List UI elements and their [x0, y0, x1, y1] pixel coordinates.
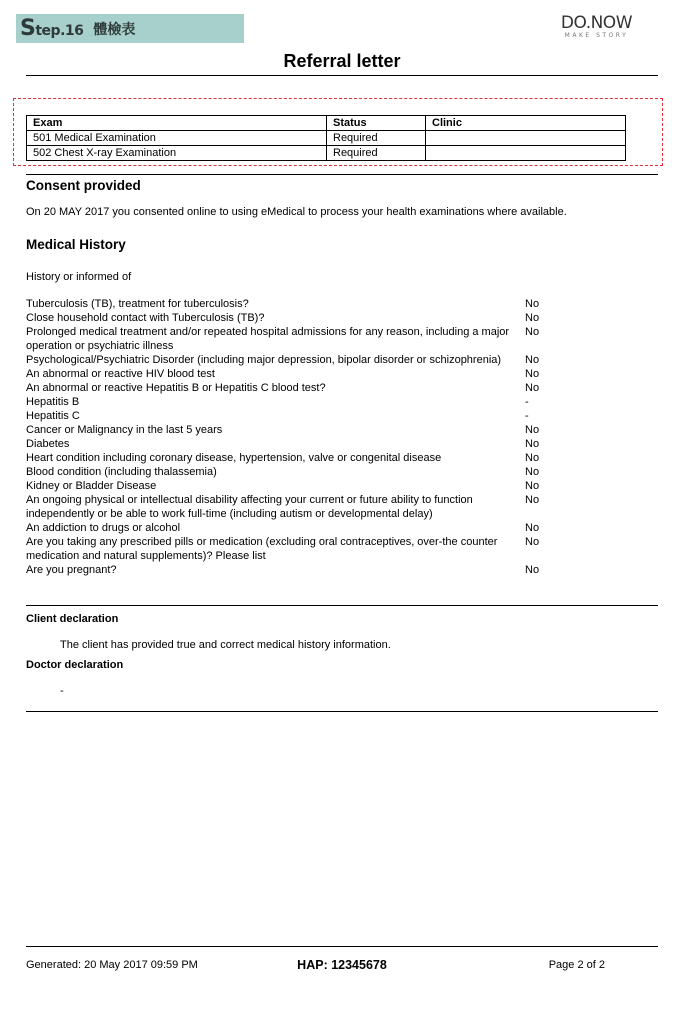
- history-answer: No: [525, 466, 540, 478]
- doctor-declaration-text: -: [60, 685, 64, 697]
- list-item: [26, 535, 586, 563]
- list-item: [26, 395, 586, 409]
- brand-logo: [561, 14, 632, 40]
- history-answer: No: [525, 354, 540, 366]
- table-row: [27, 131, 626, 146]
- medical-history-heading: Medical History: [26, 237, 126, 252]
- brand-name: DO.NOW: [560, 13, 632, 33]
- history-answer: No: [525, 522, 540, 534]
- history-question: An ongoing physical or intellectual disability affecting your current or future ability to function independently or be able to work full-time (including autism or developmental delay): [26, 494, 473, 520]
- brand-tagline: MAKE STORY: [564, 32, 629, 39]
- list-item: [26, 563, 586, 577]
- history-answer: No: [525, 452, 540, 464]
- exam-table-header: [27, 116, 626, 131]
- list-item: [26, 451, 586, 465]
- client-declaration-text: The client has provided true and correct medical history information.: [60, 639, 391, 651]
- list-item: [26, 493, 586, 521]
- consent-heading: Consent provided: [26, 178, 141, 193]
- consent-text: On 20 MAY 2017 you consented online to using eMedical to process your health examinations where available.: [26, 206, 567, 218]
- history-question: Hepatitis B: [26, 396, 80, 408]
- history-answer: -: [525, 410, 529, 422]
- list-item: [26, 409, 586, 423]
- hap-number: HAP: 12345678: [297, 958, 387, 972]
- status-cell: Required: [327, 146, 426, 161]
- section-divider: [26, 174, 658, 175]
- step-banner: [16, 14, 244, 43]
- page-number: Page 2 of 2: [548, 959, 605, 971]
- history-question: Blood condition (including thalassemia): [26, 466, 217, 478]
- step-title: 體檢表: [93, 21, 136, 38]
- col-status: Status: [327, 116, 426, 131]
- history-question: Diabetes: [26, 438, 70, 450]
- history-question: An abnormal or reactive Hepatitis B or Hepatitis C blood test?: [26, 382, 326, 394]
- history-question: Are you taking any prescribed pills or medication (excluding oral contraceptives, over-the counter medication and natural supplements)? Please list: [26, 536, 498, 562]
- history-answer: No: [525, 536, 540, 548]
- history-question: An addiction to drugs or alcohol: [26, 522, 181, 534]
- exam-table: [26, 115, 626, 161]
- history-answer: No: [525, 480, 540, 492]
- history-question: Kidney or Bladder Disease: [26, 480, 157, 492]
- section-divider: [26, 605, 658, 606]
- list-item: [26, 521, 586, 535]
- page-title: Referral letter: [283, 51, 401, 71]
- history-question: Heart condition including coronary disease, hypertension, valve or congenital disease: [26, 452, 442, 464]
- list-item: [26, 367, 586, 381]
- history-question: Prolonged medical treatment and/or repeated hospital admissions for any reason, including a major operation or psychiatric illness: [26, 326, 510, 352]
- status-cell: Required: [327, 131, 426, 146]
- table-row: [27, 146, 626, 161]
- history-answer: No: [525, 368, 540, 380]
- col-exam: Exam: [27, 116, 327, 131]
- history-answer: No: [525, 424, 540, 436]
- exam-cell: 501 Medical Examination: [27, 131, 327, 146]
- history-question: Psychological/Psychiatric Disorder (including major depression, bipolar disorder or schizophrenia): [26, 354, 502, 366]
- list-item: [26, 353, 586, 367]
- list-item: [26, 465, 586, 479]
- history-answer: No: [525, 312, 540, 324]
- history-answer: No: [525, 326, 540, 338]
- generated-timestamp: Generated: 20 May 2017 09:59 PM: [26, 959, 198, 971]
- list-item: [26, 437, 586, 451]
- history-answer: -: [525, 396, 529, 408]
- history-question: Hepatitis C: [26, 410, 80, 422]
- history-answer: No: [525, 382, 540, 394]
- list-item: [26, 311, 586, 325]
- history-question: Are you pregnant?: [26, 564, 117, 576]
- history-question: An abnormal or reactive HIV blood test: [26, 368, 215, 380]
- list-item: [26, 297, 586, 311]
- history-answer: No: [525, 494, 540, 506]
- history-question: Close household contact with Tuberculosis (TB)?: [26, 312, 265, 324]
- list-item: [26, 423, 586, 437]
- doctor-declaration-heading: Doctor declaration: [26, 659, 124, 671]
- history-answer: No: [525, 564, 540, 576]
- list-item: [26, 479, 586, 493]
- client-declaration-heading: Client declaration: [26, 613, 119, 625]
- history-answer: No: [525, 298, 540, 310]
- col-clinic: Clinic: [426, 116, 626, 131]
- history-question: Cancer or Malignancy in the last 5 years: [26, 424, 223, 436]
- footer-divider: [26, 946, 658, 947]
- history-answer: No: [525, 438, 540, 450]
- medical-history-list: [26, 297, 586, 577]
- clinic-cell: [426, 146, 626, 161]
- medical-history-intro: History or informed of: [26, 271, 132, 283]
- title-divider: [26, 75, 658, 76]
- exam-cell: 502 Chest X-ray Examination: [27, 146, 327, 161]
- list-item: [26, 381, 586, 395]
- clinic-cell: [426, 131, 626, 146]
- history-question: Tuberculosis (TB), treatment for tuberculosis?: [26, 298, 249, 310]
- list-item: [26, 325, 586, 353]
- step-label: Step.16: [20, 16, 84, 41]
- section-divider: [26, 711, 658, 712]
